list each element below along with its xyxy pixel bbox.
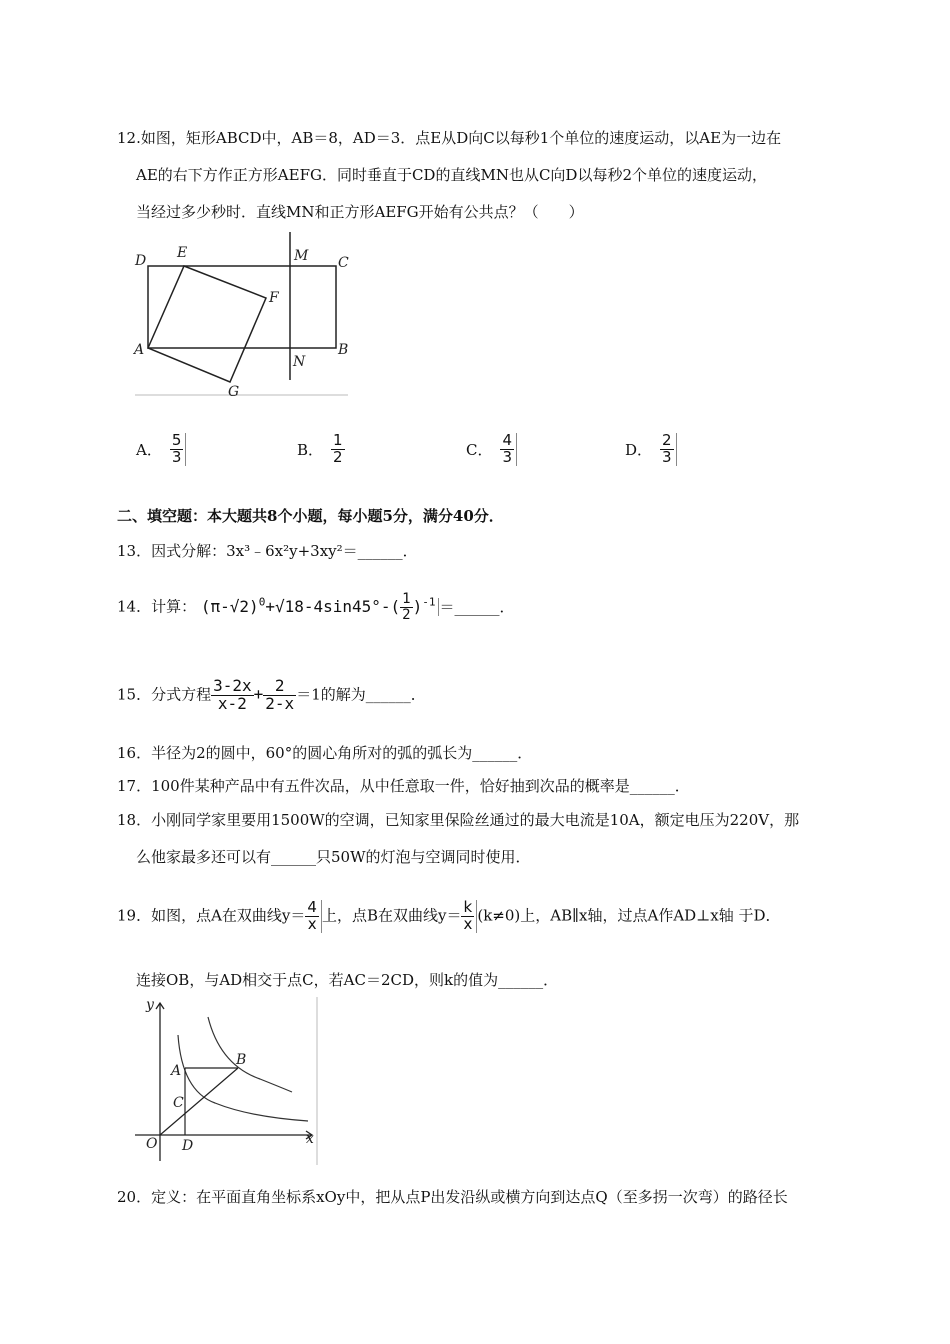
q17 bbox=[117, 775, 690, 796]
q20-text: 定义：在平面直角坐标系xOy中，把从点P出发沿纵或横方向到达点Q（至多拐一次弯）的路径长 bbox=[151, 1188, 788, 1206]
q12-text-line2: AE的右下方作正方形AEFG．同时垂直于CD的直线MN也从C向D以每秒2个单位的速度运动， bbox=[136, 166, 767, 184]
choice-d-label: D． bbox=[625, 440, 653, 459]
q15-f2-den: 2-x bbox=[265, 693, 295, 713]
choice-a-num: 5 bbox=[171, 431, 182, 449]
q12-text-line1: 如图，矩形ABCD中，AB＝8，AD＝3．点E从D向C以每秒1个单位的速度运动，以AE为一边在 bbox=[140, 129, 782, 147]
choice-a-den: 3 bbox=[171, 447, 182, 466]
q12-line1 bbox=[117, 127, 781, 148]
choice-b-num: 1 bbox=[333, 431, 343, 449]
q14 bbox=[117, 592, 515, 622]
choice-a[interactable] bbox=[136, 433, 186, 466]
choice-b-den: 2 bbox=[333, 447, 343, 466]
choice-b-fraction bbox=[331, 433, 345, 466]
q14-paren-close: ) bbox=[412, 596, 423, 616]
label-d: D bbox=[135, 253, 147, 269]
q20 bbox=[117, 1186, 788, 1207]
q20-number: 20． bbox=[117, 1188, 152, 1206]
q12-text-line3: 当经过多少秒时．直线MN和正方形AEFG开始有公共点？（ ） bbox=[136, 203, 584, 221]
hyperbola-4-over-x bbox=[178, 1035, 308, 1121]
q15 bbox=[117, 678, 426, 713]
q18-number: 18． bbox=[117, 811, 152, 829]
choice-d-den: 3 bbox=[662, 447, 672, 466]
label-b: B bbox=[236, 1052, 247, 1068]
label-c: C bbox=[338, 255, 349, 271]
choice-a-label: A． bbox=[136, 440, 162, 459]
choice-a-fraction bbox=[170, 433, 187, 466]
label-o: O bbox=[146, 1136, 158, 1152]
choice-c-fraction bbox=[500, 433, 517, 466]
q15-prefix: 分式方程 bbox=[151, 685, 212, 704]
q18-line1 bbox=[117, 809, 799, 830]
q12-number: 12. bbox=[117, 129, 141, 147]
label-n: N bbox=[293, 354, 306, 370]
choice-d-fraction bbox=[660, 433, 677, 466]
q16-text: 半径为2的圆中，60°的圆心角所对的弧的弧长为______． bbox=[151, 744, 533, 762]
q19-fraction-kx bbox=[461, 900, 477, 933]
q13 bbox=[117, 540, 418, 561]
q19-figure bbox=[130, 995, 320, 1167]
q14-exp-zero: 0 bbox=[258, 595, 266, 609]
q15-f1-den: x-2 bbox=[217, 693, 247, 713]
label-a: A bbox=[171, 1063, 182, 1079]
q15-plus: + bbox=[253, 684, 264, 704]
q19-part3: (k≠0)上，AB∥x轴，过点A作AD⊥x轴 于D． bbox=[477, 906, 781, 925]
q14-half bbox=[400, 592, 412, 622]
q14-half-den: 2 bbox=[402, 606, 411, 623]
choice-d-num: 2 bbox=[662, 431, 672, 449]
label-x: x bbox=[306, 1131, 314, 1147]
q19-f1-num: 4 bbox=[307, 898, 317, 916]
q19-f2-den: x bbox=[463, 914, 473, 933]
q14-expression bbox=[200, 591, 436, 623]
label-f: F bbox=[269, 290, 279, 306]
q19-part1: 如图，点A在双曲线y＝ bbox=[151, 906, 306, 925]
choice-b[interactable] bbox=[297, 433, 345, 466]
q15-fraction-2 bbox=[263, 678, 296, 713]
section-2-title: 二、填空题：本大题共8个小题，每小题5分，满分40分． bbox=[117, 507, 504, 525]
label-c: C bbox=[173, 1095, 184, 1111]
q15-suffix: ＝1的解为______． bbox=[296, 685, 426, 704]
label-g: G bbox=[228, 384, 240, 400]
q15-fraction-1 bbox=[211, 678, 254, 713]
q16-number: 16． bbox=[117, 744, 152, 762]
q16 bbox=[117, 742, 532, 763]
label-y: y bbox=[146, 997, 154, 1013]
q15-number: 15． bbox=[117, 685, 152, 704]
q14-exp-minus-one: -1 bbox=[422, 595, 436, 609]
square-aefg bbox=[148, 266, 266, 382]
rectangle-abcd bbox=[148, 266, 336, 348]
q15-f2-num: 2 bbox=[263, 678, 296, 696]
q14-suffix: ＝______． bbox=[439, 597, 515, 616]
choice-c-den: 3 bbox=[502, 447, 513, 466]
q19-f2-num: k bbox=[461, 900, 474, 917]
q17-text: 100件某种产品中有五件次品，从中任意取一件，恰好抽到次品的概率是______． bbox=[151, 777, 690, 795]
label-b: B bbox=[338, 342, 349, 358]
label-e: E bbox=[177, 245, 188, 261]
q19-part2: 上，点B在双曲线y＝ bbox=[321, 906, 462, 925]
q18-text-line1: 小刚同学家里要用1500W的空调，已知家里保险丝通过的最大电流是10A，额定电压为220V，那 bbox=[151, 811, 800, 829]
q19-f1-den: x bbox=[307, 914, 317, 933]
q14-half-num: 1 bbox=[402, 591, 411, 607]
q13-number: 13． bbox=[117, 542, 152, 560]
q14-number: 14． bbox=[117, 597, 152, 616]
label-d: D bbox=[182, 1138, 194, 1154]
q19-text-line2: 连接OB，与AD相交于点C，若AC＝2CD，则k的值为______． bbox=[136, 971, 559, 989]
hyperbola-k-over-x bbox=[208, 1017, 292, 1092]
choice-d[interactable] bbox=[625, 433, 677, 466]
q14-term-sqrt: +√18-4sin45° bbox=[265, 596, 381, 616]
q17-number: 17． bbox=[117, 777, 152, 795]
q19-line1 bbox=[117, 900, 781, 933]
q18-text-line2: 么他家最多还可以有______只50W的灯泡与空调同时使用． bbox=[136, 848, 531, 866]
choice-c-num: 4 bbox=[502, 431, 513, 449]
label-a: A bbox=[134, 342, 145, 358]
choice-b-label: B． bbox=[297, 440, 324, 459]
choice-c-label: C． bbox=[466, 440, 493, 459]
q19-number: 19． bbox=[117, 906, 152, 925]
q15-f1-num: 3-2x bbox=[213, 676, 252, 695]
q19-fraction-4x bbox=[305, 900, 322, 933]
q14-paren-open: -( bbox=[380, 596, 401, 616]
choice-c[interactable] bbox=[466, 433, 517, 466]
q14-term-pi: (π-√2) bbox=[200, 596, 259, 616]
q13-text: 因式分解：3x³﹣6x²y+3xy²＝______． bbox=[151, 542, 418, 560]
q12-figure bbox=[120, 230, 360, 400]
q14-prefix: 计算： bbox=[151, 597, 197, 616]
label-m: M bbox=[294, 248, 309, 264]
